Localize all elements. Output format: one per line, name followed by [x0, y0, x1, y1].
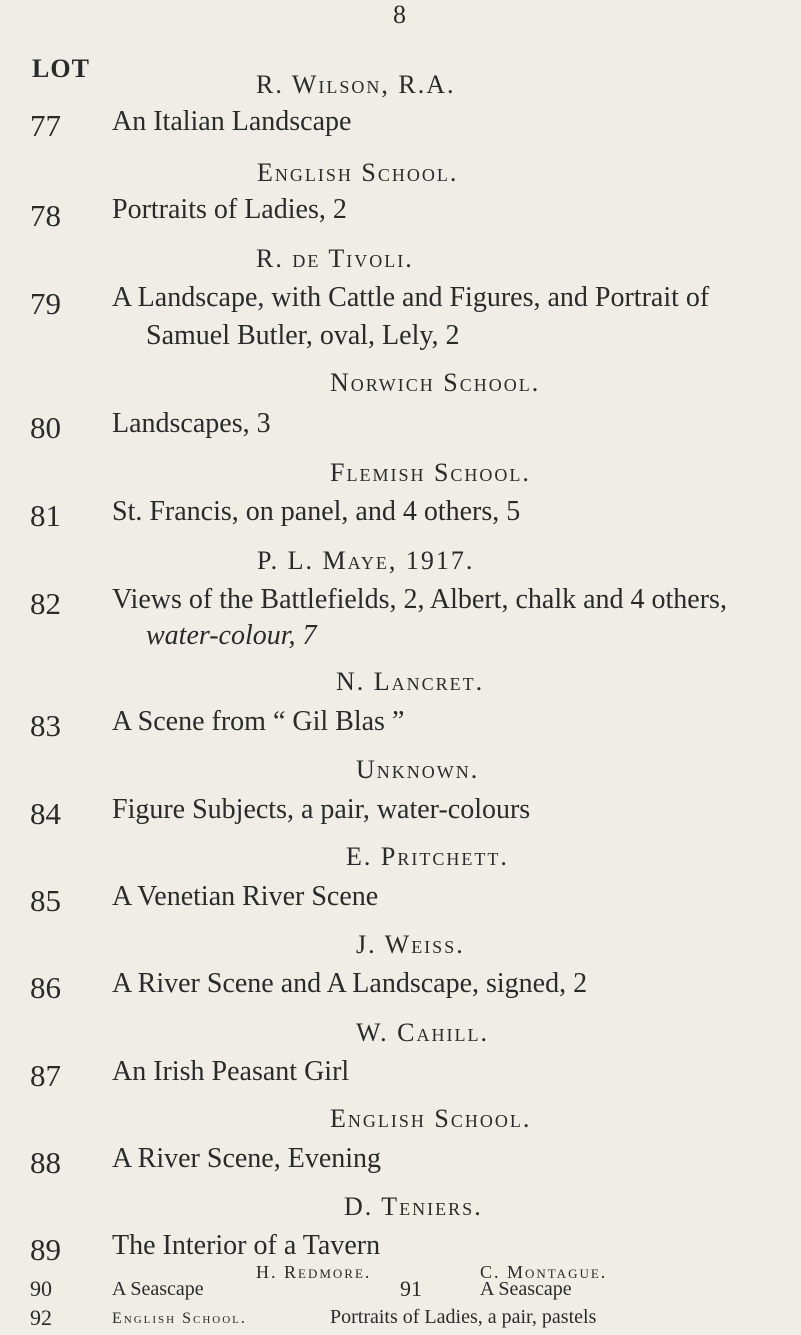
- lot-number: 81: [30, 498, 61, 533]
- lot-title: The Interior of a Tavern: [112, 1230, 381, 1261]
- lot-title: A Landscape, with Cattle and Figures, and Portrait of: [112, 282, 710, 313]
- lot-number: 90: [30, 1276, 52, 1301]
- lot-title: Portraits of Ladies, a pair, pastels: [330, 1306, 597, 1328]
- lot-number: 91: [400, 1276, 422, 1301]
- page-number: 8: [393, 0, 406, 29]
- lot-title-continued: water-colour, 7: [146, 620, 317, 651]
- lot-number: 77: [30, 108, 61, 143]
- lot-number: 84: [30, 796, 61, 831]
- artist-name: C. Montague.: [480, 1262, 608, 1282]
- artist-name: R. Wilson, R.A.: [256, 70, 456, 99]
- lot-column-header: LOT: [32, 54, 90, 83]
- lot-title: Views of the Battlefields, 2, Albert, chalk and 4 others,: [112, 584, 727, 615]
- lot-number: 78: [30, 198, 61, 233]
- lot-number: 92: [30, 1305, 52, 1330]
- lot-title: Landscapes, 3: [112, 408, 271, 439]
- artist-name: P. L. Maye, 1917.: [257, 546, 475, 575]
- artist-name: English School.: [112, 1310, 247, 1327]
- lot-number: 80: [30, 410, 61, 445]
- artist-name: English School.: [257, 158, 459, 187]
- artist-name: English School.: [330, 1104, 532, 1133]
- lot-number: 87: [30, 1058, 61, 1093]
- artist-name: Flemish School.: [330, 458, 531, 487]
- lot-title: A Scene from “ Gil Blas ”: [112, 706, 405, 737]
- lot-title: St. Francis, on panel, and 4 others, 5: [112, 496, 521, 527]
- lot-title: A River Scene, Evening: [112, 1143, 382, 1174]
- artist-name: N. Lancret.: [336, 667, 485, 696]
- lot-title: An Italian Landscape: [112, 106, 352, 137]
- lot-title: A Seascape: [480, 1278, 572, 1300]
- lot-title: Figure Subjects, a pair, water-colours: [112, 794, 531, 825]
- artist-name: R. de Tivoli.: [256, 244, 414, 273]
- artist-name: H. Redmore.: [256, 1262, 372, 1282]
- lot-title-continued: Samuel Butler, oval, Lely, 2: [146, 320, 460, 351]
- artist-name: E. Pritchett.: [346, 842, 509, 871]
- artist-name: D. Teniers.: [344, 1192, 483, 1221]
- lot-number: 89: [30, 1232, 61, 1267]
- artist-name: J. Weiss.: [356, 930, 465, 959]
- artist-name: Unknown.: [356, 755, 480, 784]
- lot-number: 83: [30, 708, 61, 743]
- artist-name: W. Cahill.: [356, 1018, 489, 1047]
- lot-title: A Seascape: [112, 1278, 204, 1300]
- lot-number: 82: [30, 586, 61, 621]
- lot-title: A Venetian River Scene: [112, 881, 379, 912]
- lot-number: 85: [30, 883, 61, 918]
- lot-title: A River Scene and A Landscape, signed, 2: [112, 968, 588, 999]
- lot-title: Portraits of Ladies, 2: [112, 194, 347, 225]
- lot-title: An Irish Peasant Girl: [112, 1056, 350, 1087]
- lot-number: 88: [30, 1145, 61, 1180]
- lot-number: 79: [30, 286, 61, 321]
- lot-number: 86: [30, 970, 61, 1005]
- artist-name: Norwich School.: [330, 368, 541, 397]
